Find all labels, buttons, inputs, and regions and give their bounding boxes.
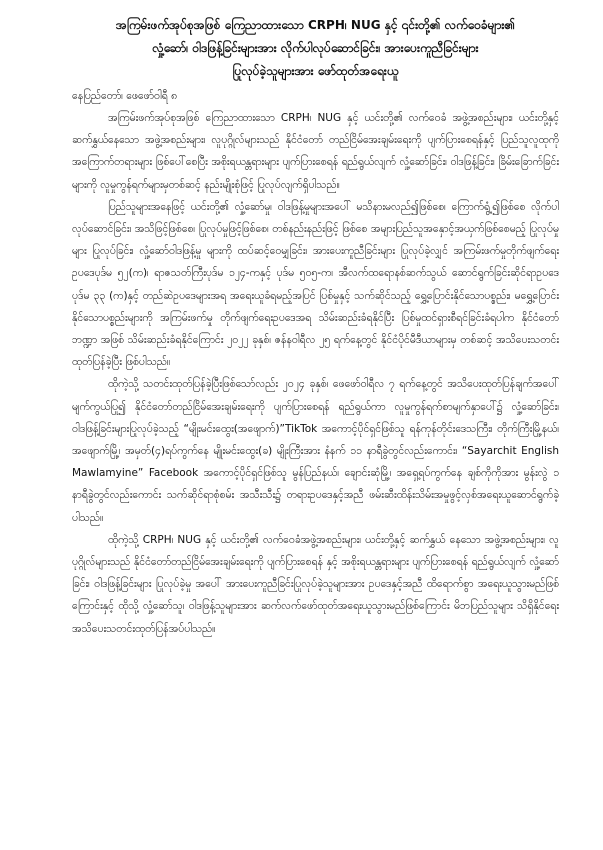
title-line-1: အကြမ်းဖက်အုပ်စုအဖြစ် ကြေညာထားသော CRPH၊ NUG နှင့် ၎င်းတို့၏ လက်ဝေခံများ၏: [115, 18, 516, 32]
dateline: နေပြည်တော်၊ ဖေဖော်ဝါရီ ၈: [72, 90, 178, 102]
title-line-2: လှုံ့ဆော်၊ ဝါဒဖြန့်ခြင်းများအား လိုက်ပါလုပ်ဆောင်ခြင်း၊ အားပေးကူညီခြင်းများ: [152, 41, 479, 55]
paragraph-2: [72, 196, 559, 374]
paragraph-3: [72, 373, 559, 528]
paragraph-1: [72, 107, 559, 196]
paragraph-2-text: ပြည်သူများအနေဖြင့် ယင်းတို့၏ လှုံ့ဆော်မှု၊ ဝါဒဖြန့်မှုများအပေါ် မသိနားမလည်၍ဖြစ်စေ၊ ကြောက်ရွံ့၍ဖြစ်စေ လိုက်ပါလုပ်ဆောင်ခြင်း၊ အသိဖြင့်ဖြစ်စေ၊ ပြုလုပ်မှုဖြင့်ဖြစ်စေ၊ တစ်နည်းနည်းဖြင့် ဖြစ်စေ အများပြည်သူအနှောင့်အယှက်ဖြစ်စေမည့် ပြုလုပ်မှုများ ပြုလုပ်ခြင်း၊ လှုံ့ဆော်ဝါဒဖြန့်မှု များကို ထပ်ဆင့်ဝေမျှခြင်း၊ အားပေးကူညီခြင်းများ ပြုလုပ်ခဲ့လျှင် အကြမ်းဖက်မှုတိုက်ဖျက်ရေး ဥပဒေပုဒ်မ ၅၂(က)၊ ရာဇသတ်ကြီးပုဒ်မ ၁၂၄-ကနှင့် ပုဒ်မ ၅၀၅-က၊ အီလက်ထရောနစ်ဆက်သွယ် ဆောင်ရွက်ခြင်းဆိုင်ရာဥပဒေပုဒ်မ ၃၃ (က)နှင့် တည်ဆဲဥပဒေများအရ အရေးယူခံရမည့်အပြင် ပြစ်မှုနှင့် သက်ဆိုင်သည့် ရွှေ့ပြောင်းနိုင်သောပစ္စည်း၊ မရွှေ့ပြောင်းနိုင်သောပစ္စည်းများကို အကြမ်းဖက်မှု တိုက်ဖျက်ရေးဥပဒေအရ သိမ်းဆည်းခံရနိုင်ပြီး ပြစ်မှုထင်ရှားစီရင်ခြင်းခံရပါက နိုင်ငံတော်ဘဏ္ဍာ အဖြစ် သိမ်းဆည်းခံရနိုင်ကြောင်း ၂၀၂၂ ခုနှစ်၊ ဇန်နဝါရီလ ၂၅ ရက်နေ့တွင် နိုင်ငံပိုင်မီဒီယာများမှ တစ်ဆင့် အသိပေးသတင်းထုတ်ပြန်ခဲ့ပြီး ဖြစ်ပါသည်။: [72, 200, 559, 369]
paragraph-3-text: ထိုကဲ့သို့ သတင်းထုတ်ပြန်ခဲ့ပြီးဖြစ်သော်လည်း ၂၀၂၄ ခုနှစ်၊ ဖေဖော်ဝါရီလ ၇ ရက်နေ့တွင် အသိပေးထုတ်ပြန်ချက်အပေါ် မျက်ကွယ်ပြု၍ နိုင်ငံတော်တည်ငြိမ်အေးချမ်းရေးကို ပျက်ပြားစေရန် ရည်ရွယ်ကာ လူမှုကွန်ရက်စာမျက်နှာပေါ်၌ လှုံ့ဆော်ခြင်း၊ ဝါဒဖြန့်ခြင်းများပြုလုပ်ခဲ့သည့် “မျိုးမင်းထွေး(အဖျောက်)”TikTok အကောင့်ပိုင်ရှင်ဖြစ်သူ ရန်ကုန်တိုင်းဒေသကြီး၊ တိုက်ကြီးမြို့နယ်၊ အဖျောက်မြို့၊ အမှတ်(၄)ရပ်ကွက်နေ မျိုးမင်းထွေး(ခ) မျိုးကြီးအား နံနက် ၁၁ နာရီခွဲတွင်လည်းကောင်း၊ “Sayarchit English Mawlamyine” Facebook အကောင့်ပိုင်ရှင်ဖြစ်သူ မွန်ပြည်နယ်၊ ချောင်းဆုံမြို့၊ အရှေ့ရပ်ကွက်နေ ချစ်ကိုကိုအား မွန်းလွဲ ၁ နာရီခွဲတွင်လည်းကောင်း သက်ဆိုင်ရာစုံစမ်း အသီးသီး၌ တရားဥပဒေနှင့်အညီ ဖမ်းဆီးထိန်းသိမ်းအမှုဖွင့်လှစ်အရေးယူဆောင်ရွက်ခဲ့ပါသည်။: [72, 378, 559, 524]
document-title: [72, 14, 559, 83]
paragraph-4: [72, 529, 559, 640]
paragraph-4-text: ထိုကဲ့သို့ CRPH၊ NUG နှင့် ယင်းတို့၏ လက်ဝေခံအဖွဲ့အစည်းများ၊ ယင်းတို့နှင့် ဆက်နွှယ် နေသော အဖွဲ့အစည်းများ၊ လူပုဂ္ဂိုလ်များသည် နိုင်ငံတော်တည်ငြိမ်အေးချမ်းရေးကို ပျက်ပြားစေရန် နှင့် အစိုးရယန္တရားများ ပျက်ပြားစေရန် ရည်ရွယ်လျက် လှုံ့ဆော်ခြင်း၊ ဝါဒဖြန့်ခြင်းများ ပြုလုပ်ခဲ့မှု အပေါ် အားပေးကူညီခြင်းပြုလုပ်ခဲ့သူများအား ဥပဒေနှင့်အညီ ထိရောက်စွာ အရေးယူသွားမည်ဖြစ် ကြောင်းနှင့် ထိုသို့ လှုံ့ဆော်သူ၊ ဝါဒဖြန့်သူများအား ဆက်လက်ဖော်ထုတ်အရေးယူသွားမည်ဖြစ်ကြောင်း မိဘပြည်သူများ သိရှိနိုင်ရေး အသိပေးသတင်းထုတ်ပြန်အပ်ပါသည်။: [72, 533, 559, 635]
paragraph-1-text: အကြမ်းဖက်အုပ်စုအဖြစ် ကြေညာထားသော CRPH၊ NUG နှင့် ယင်းတို့၏ လက်ဝေခံ အဖွဲ့အစည်းများ၊ ယင်းတို့နှင့် ဆက်နွှယ်နေသော အဖွဲ့အစည်းများ၊ လူပုဂ္ဂိုလ်များသည် နိုင်ငံတော် တည်ငြိမ်အေးချမ်းရေးကို ပျက်ပြားစေရန်နှင့် ပြည်သူလူထုကို အကြောက်တရားများ ဖြစ်ပေါ်စေပြီး အစိုးရယန္တရားများ ပျက်ပြားစေရန် ရည်ရွယ်လျက် လှုံ့ဆော်ခြင်း၊ ဝါဒဖြန့်ခြင်း၊ ခြိမ်းခြောက်ခြင်းများကို လူမှုကွန်ရက်များမှတစ်ဆင့် နည်းမျိုးစုံဖြင့် ပြုလုပ်လျက်ရှိပါသည်။: [72, 112, 559, 191]
title-line-3: ပြုလုပ်ခဲ့သူများအား ဖော်ထုတ်အရေးယူ: [232, 64, 399, 78]
